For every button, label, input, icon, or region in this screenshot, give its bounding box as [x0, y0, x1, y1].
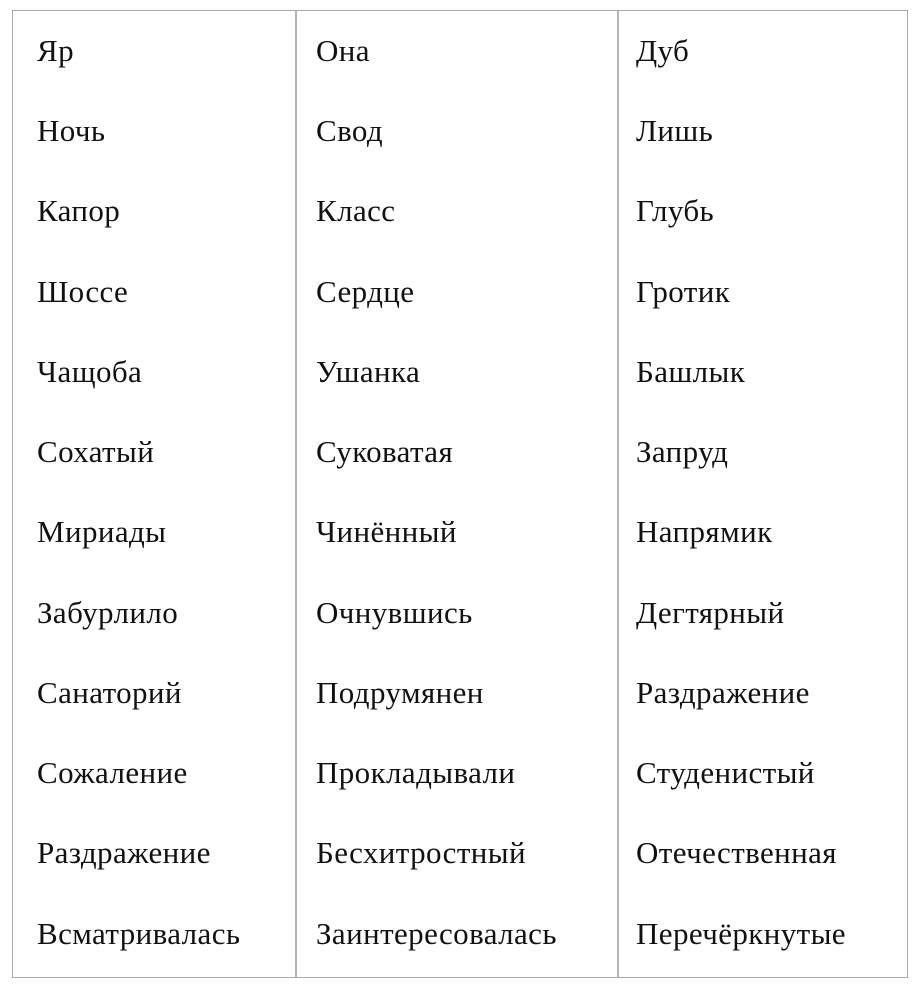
table-cell: Отечественная — [636, 835, 837, 870]
table-cell: Раздражение — [636, 675, 810, 710]
table-cell: Бесхитростный — [316, 835, 526, 870]
table-cell: Свод — [316, 113, 384, 148]
table-cell: Она — [316, 33, 370, 68]
table-cell: Очнувшись — [316, 595, 473, 630]
table-cell: Забурлило — [37, 595, 179, 630]
table-cell: Капор — [37, 193, 121, 228]
table-cell: Заинтересовалась — [316, 916, 557, 951]
table-cell: Напрямик — [636, 514, 773, 549]
table-cell: Мириады — [37, 514, 167, 549]
table-cell: Чащоба — [37, 354, 143, 389]
table-column-3 — [619, 11, 907, 977]
table-cell: Ушанка — [316, 354, 421, 389]
table-cell: Башлык — [636, 354, 746, 389]
table-cell: Ночь — [37, 113, 106, 148]
table-cell: Дегтярный — [636, 595, 785, 630]
word-table — [12, 10, 908, 978]
table-cell: Всматривалась — [37, 916, 241, 951]
table-cell: Раздражение — [37, 835, 211, 870]
table-cell: Студенистый — [636, 755, 815, 790]
table-cell: Сохатый — [37, 434, 155, 469]
table-cell: Перечёркнутые — [636, 916, 846, 951]
table-cell: Суковатая — [316, 434, 454, 469]
table-cell: Глубь — [636, 193, 715, 228]
table-cell: Сердце — [316, 274, 415, 309]
table-cell: Класс — [316, 193, 396, 228]
table-cell: Сожаление — [37, 755, 188, 790]
table-cell: Шоссе — [37, 274, 129, 309]
table-cell: Подрумянен — [316, 675, 484, 710]
table-cell: Гротик — [636, 274, 731, 309]
table-cell: Санаторий — [37, 675, 182, 710]
table-cell: Запруд — [636, 434, 729, 469]
table-cell: Лишь — [636, 113, 714, 148]
table-cell: Дуб — [636, 33, 690, 68]
table-column-1 — [13, 11, 297, 977]
table-column-2 — [297, 11, 619, 977]
table-cell: Чинённый — [316, 514, 457, 549]
table-cell: Прокладывали — [316, 755, 516, 790]
table-cell: Яр — [37, 33, 74, 68]
